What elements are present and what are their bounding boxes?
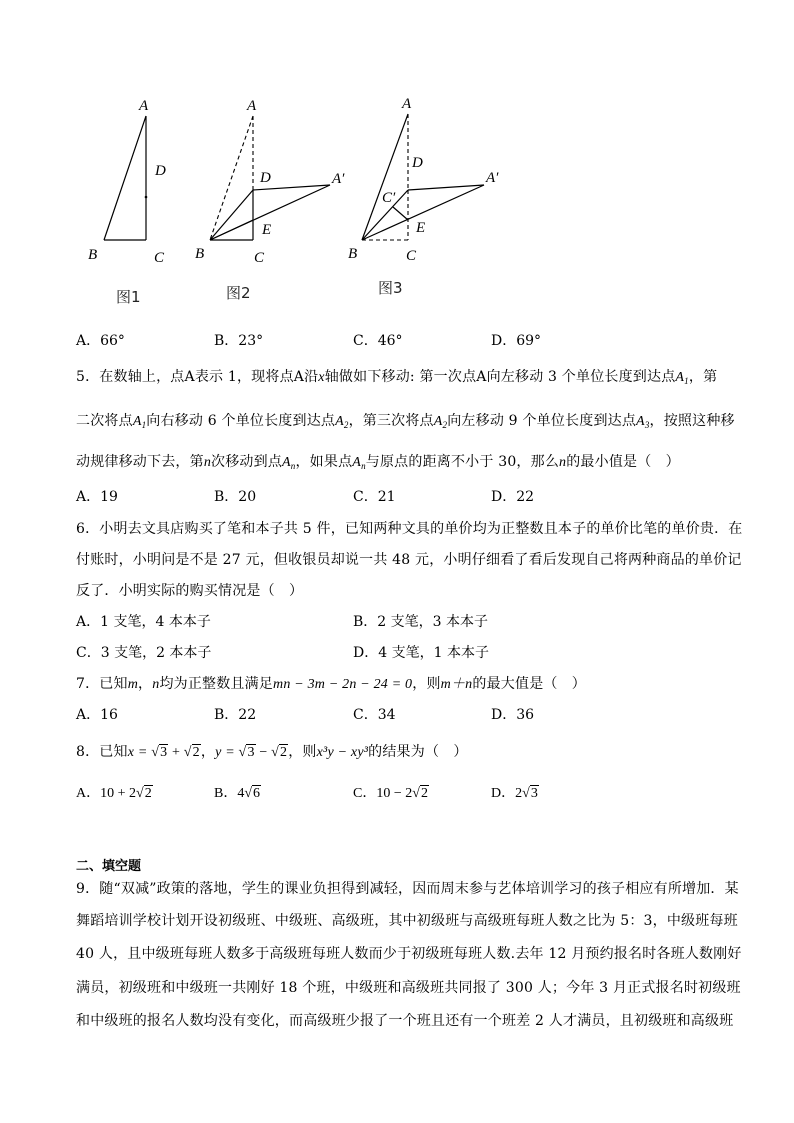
fig1-caption: 图1 — [116, 288, 141, 306]
q5-option-a: A．19 — [76, 489, 118, 505]
fig1-label-C: C — [154, 250, 165, 266]
fig1-segment-AB — [104, 116, 146, 240]
q7-text: 7．已知 — [76, 676, 128, 692]
q4-option-d: D．69° — [491, 333, 542, 349]
fig3-label-B: B — [348, 246, 358, 262]
q7-sum: m＋n — [440, 677, 473, 692]
q6-option-a: A．1 支笔，4 本本子 — [76, 614, 211, 630]
fig2-label-C: C — [254, 250, 265, 266]
q7-text: 的最大值是（ ） — [472, 676, 586, 692]
q5-point-a2: $A_2$ — [433, 414, 448, 430]
q9-line-3: 40 人，且中级班每班人数多于高级班每班人数而少于初级班每班人数.去年 12 月预约报名时各班人数刚好 — [76, 946, 742, 962]
q8-text: 8．已知 — [76, 744, 128, 760]
fig3-label-D: D — [412, 155, 423, 171]
q5-line-2 — [76, 411, 735, 435]
q8-option-b: B．4√6 — [214, 786, 261, 801]
q7-option-a: A．16 — [76, 707, 118, 723]
fig3-label-A-prime: A′ — [486, 170, 499, 186]
fig2-label-E: E — [262, 222, 272, 238]
fig3-label-C: C — [406, 248, 417, 264]
fig2-segment-BD — [210, 190, 253, 240]
q9-line-5: 和中级班的报名人数均没有变化，而高级班少报了一个班且还有一个班差 2 人才满员，且初级班和高级班 — [76, 1013, 734, 1029]
fig1-label-D: D — [155, 163, 166, 179]
q8-line — [76, 742, 468, 763]
q5-text: ，如果点 — [295, 454, 353, 470]
fig1-label-A: A — [139, 98, 149, 114]
q4-option-a: A．66° — [76, 333, 125, 349]
q5-var-n: n — [203, 455, 212, 470]
figure-2 — [195, 98, 345, 302]
q5-text: 5．在数轴上，点A表示 1，现将点A沿 — [76, 369, 319, 385]
fig1-point-D — [145, 196, 148, 199]
q5-text: 的最小值是（ ） — [566, 454, 680, 470]
q8-y-definition: y = √3 − √2 — [215, 745, 288, 760]
q8-option-c: C．10 − 2√2 — [353, 786, 428, 801]
q8-x-definition: x = √3 + √2 — [127, 745, 200, 760]
fig2-label-B: B — [195, 246, 205, 262]
q5-text: 与原点的距离不小于 30，那么 — [365, 454, 560, 470]
q6-option-d: D．4 支笔，1 本本子 — [353, 645, 489, 661]
fig2-label-A-prime: A′ — [332, 171, 345, 187]
q6-option-b: B．2 支笔，3 本本子 — [353, 614, 489, 630]
q5-point-an: $A_n$ — [282, 455, 296, 471]
q8-option-a: A．10 + 2√2 — [76, 786, 152, 801]
q5-text: ，第三次将点 — [348, 413, 434, 429]
q6-line-1: 6．小明去文具店购买了笔和本子共 5 件，已知两种文具的单价均为正整数且本子的单价比笔的单价贵．在 — [76, 521, 743, 537]
geometry-figures — [0, 0, 794, 320]
q7-var-m: m — [127, 677, 139, 692]
fig1-label-B: B — [88, 247, 98, 263]
q7-text: ，则 — [412, 676, 441, 692]
q5-point-a1: $A_1$ — [675, 370, 689, 386]
q5-line-3 — [76, 452, 680, 476]
q7-text: 均为正整数且满足 — [159, 676, 274, 692]
q9-line-2: 舞蹈培训学校计划开设初级班、中级班、高级班，其中初级班与高级班每班人数之比为 5：3，中级班每班 — [76, 913, 738, 929]
q5-text: 二次将点 — [76, 413, 133, 429]
q5-text: ，第 — [688, 369, 718, 385]
q5-var-x: x — [318, 370, 325, 385]
q5-option-c: C．21 — [353, 489, 396, 505]
q6-line-2: 付账时，小明问是不是 27 元，但收银员却说一共 48 元，小明仔细看了看后发现自己将两种商品的单价记 — [76, 552, 742, 568]
fig2-caption: 图2 — [226, 284, 251, 302]
q7-var-n: n — [152, 677, 160, 692]
q8-text: ，则 — [288, 744, 317, 760]
q5-text: 动规律移动下去，第 — [76, 454, 204, 470]
q5-text: 向左移动 9 个单位长度到达点 — [447, 413, 637, 429]
fig3-segment-C-prime-E — [393, 207, 408, 220]
q8-expression: x³y − xy³ — [316, 745, 369, 760]
q7-option-b: B．22 — [214, 707, 257, 723]
q8-text: 的结果为（ ） — [368, 744, 468, 760]
q7-text: ， — [138, 676, 153, 692]
q5-line-1 — [76, 367, 717, 391]
q5-var-n: n — [559, 455, 567, 470]
q7-option-d: D．36 — [491, 707, 535, 723]
q5-option-b: B．20 — [214, 489, 257, 505]
fig3-segment-DA-prime — [408, 185, 484, 190]
section-title-fill-in: 二、填空题 — [76, 859, 142, 874]
q8-text: ， — [200, 744, 216, 760]
q5-point-a1: $A_1$ — [132, 414, 147, 430]
q5-text: ，按照这种移 — [649, 413, 735, 429]
fig2-segment-AB-dashed — [210, 116, 253, 240]
q4-option-c: C．46° — [353, 333, 403, 349]
q5-point-a3: $A_3$ — [636, 414, 650, 430]
q8-option-d: D．2√3 — [491, 786, 538, 801]
q5-text: 轴做如下移动: 第一次点A向左移动 3 个单位长度到达点 — [324, 369, 676, 385]
q9-line-4: 满员，初级班和中级班一共刚好 18 个班，中级班和高级班共同报了 300 人；今年 3 月正式报名时初级班 — [76, 980, 741, 996]
figure-3 — [348, 96, 499, 297]
q7-option-c: C．34 — [353, 707, 396, 723]
q5-text: 次移动到点 — [211, 454, 283, 470]
fig3-label-E: E — [416, 220, 426, 236]
q4-option-b: B．23° — [214, 333, 264, 349]
fig2-label-A: A — [247, 98, 257, 114]
q5-option-d: D．22 — [491, 489, 535, 505]
fig3-label-A: A — [402, 96, 412, 112]
q7-line — [76, 674, 586, 695]
q7-equation: mn − 3m − 2n − 24 = 0 — [273, 677, 413, 692]
fig3-caption: 图3 — [378, 279, 403, 297]
q5-point-an: $A_n$ — [352, 455, 366, 471]
q6-line-3: 反了．小明实际的购买情况是（ ） — [76, 583, 304, 599]
fig2-label-D: D — [260, 170, 271, 186]
fig3-label-C-prime: C′ — [382, 190, 396, 206]
figure-1 — [88, 98, 166, 306]
q5-point-a2: $A_2$ — [335, 414, 349, 430]
q6-option-c: C．3 支笔，2 本本子 — [76, 645, 212, 661]
q9-line-1: 9．随“双减”政策的落地，学生的课业负担得到减轻，因而周末参与艺体培训学习的孩子相应有所增加．某 — [76, 881, 739, 897]
q5-text: 向右移动 6 个单位长度到达点 — [146, 413, 336, 429]
fig3-segment-AB — [362, 114, 408, 240]
